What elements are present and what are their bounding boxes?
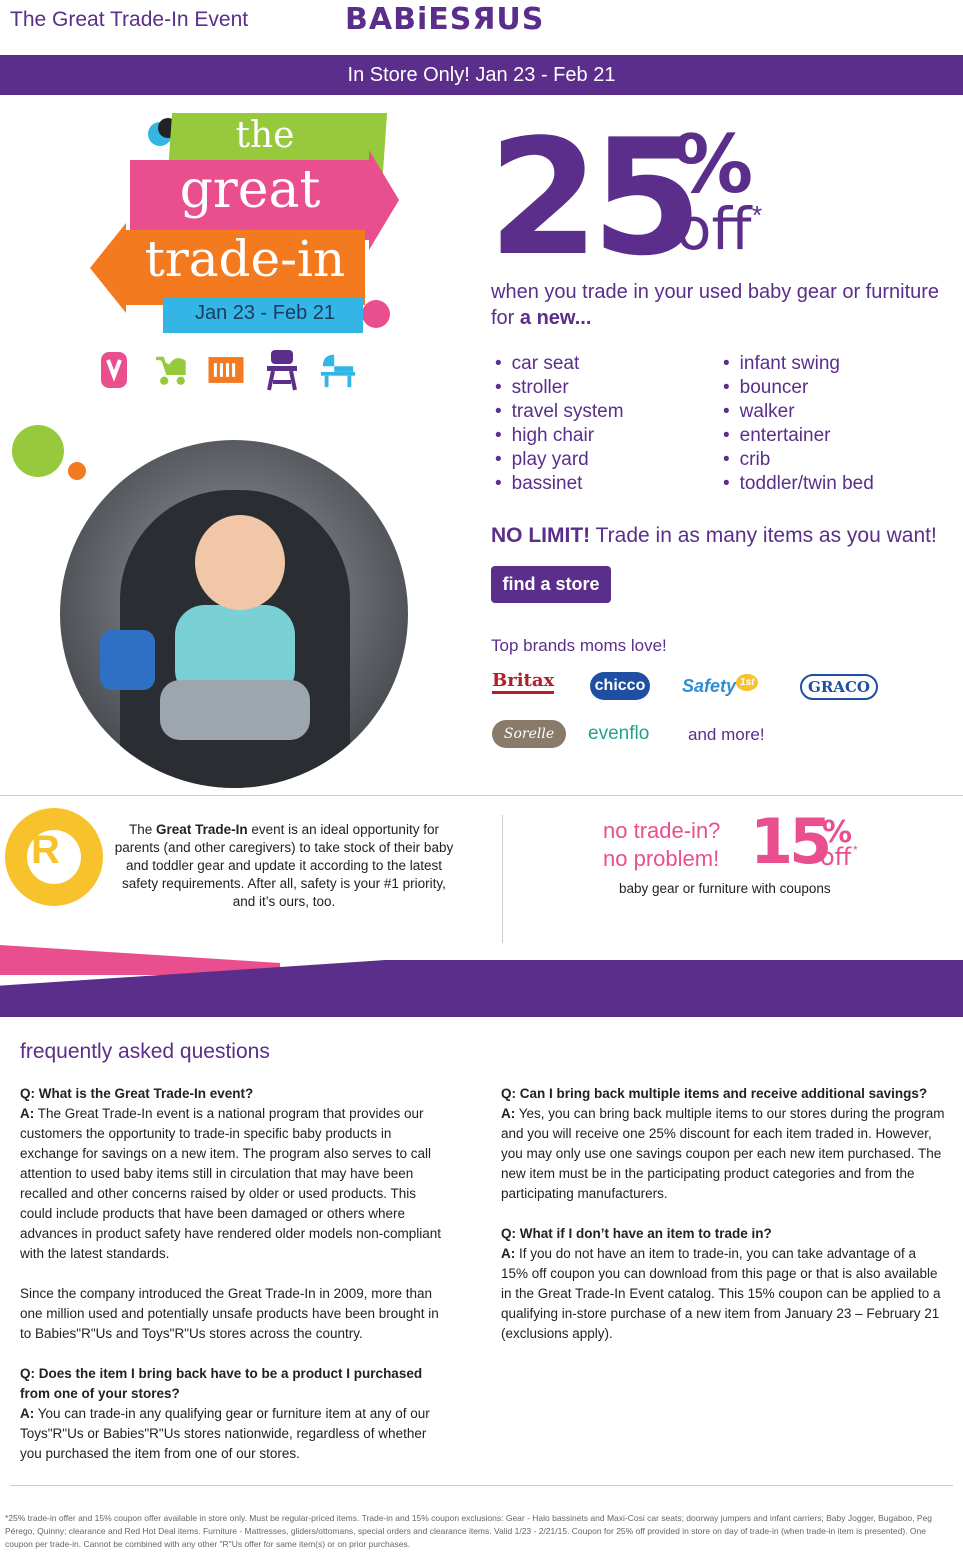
faq-question: Q: Can I bring back multiple items and receive additional savings? <box>501 1086 928 1101</box>
no-trade-line1: no trade-in? <box>603 818 721 843</box>
car-seat-icon <box>95 348 133 392</box>
safety-1st-logo <box>682 676 758 697</box>
babies-r-us-logo[interactable]: BABiESЯUS <box>345 2 545 37</box>
photo-baby-head <box>195 515 285 610</box>
offer-number: 25 <box>488 104 695 291</box>
list-item: • stroller <box>495 376 624 400</box>
answer-label: A: <box>20 1106 35 1121</box>
orange-dot-decoration <box>68 462 86 480</box>
eligible-items-left <box>495 352 624 496</box>
faq-item <box>501 1224 946 1344</box>
faq-question: Q: What if I don’t have an item to trade in? <box>501 1226 772 1241</box>
header <box>0 0 963 55</box>
hero-word-great: great <box>179 160 321 220</box>
chicco-logo: chicco <box>590 672 650 700</box>
no-trade-line2: no problem! <box>603 846 720 871</box>
vertical-divider <box>502 815 503 943</box>
faq-title: frequently asked questions <box>20 1040 270 1063</box>
faq-column-right <box>501 1084 946 1364</box>
coupon-percent-sign: % <box>822 815 853 850</box>
baby-in-car-seat-photo <box>60 440 408 788</box>
faq-answer-text: Yes, you can bring back multiple items to our stores during the program and you will receive one 25% discount for each item traded in. However, you may only use one savings coupon per each new item purchased. The new item must be in the participating product categories and from the participating manufacturers. <box>501 1106 945 1201</box>
list-item: • toddler/twin bed <box>723 472 874 496</box>
graco-logo: GRACO <box>800 674 878 700</box>
photo-sippy-cup <box>100 630 155 690</box>
green-dot-decoration <box>12 425 64 477</box>
offer-percent-sign: % <box>673 118 754 211</box>
list-item: • crib <box>723 448 874 472</box>
faq-question: Q: What is the Great Trade-In event? <box>20 1086 254 1101</box>
faq-answer <box>501 1104 946 1204</box>
no-limit-text <box>491 524 937 548</box>
section-divider <box>0 795 963 796</box>
faq-extra-paragraph: Since the company introduced the Great Trade-In in 2009, more than one million used and potentially unsafe products have been brought in to Babies"R"Us and Toys"R"Us stores across the country. <box>20 1286 439 1341</box>
event-title: The Great Trade-In Event <box>10 8 249 31</box>
list-item: • bouncer <box>723 376 874 400</box>
safety-prefix: The <box>129 822 157 837</box>
fine-print: *25% trade-in offer and 15% coupon offer available in store only. Must be regular-priced items. Trade-in and 15% coupon exclusions: Gear - Halo bassinets and Maxi-Cosi car seats; doorway jumpers and infant carriers; Baby Jogger, Bugaboo, Peg Pérego, Quinny; clearance and Red Hot Deal items. Furniture - Mattresses, gliders/ottomans, special orders and clearance items. Valid 1/23 - 2/21/15. Coupon for 25% off provided in store on day of trade-in (when trade-in item is presented). One coupon per trade-in. Cannot be combined with any other "R"Us offer for same item(s) or on prior purchases. <box>5 1513 933 1549</box>
gear-icons-row <box>95 348 357 392</box>
faq-answer <box>20 1104 450 1264</box>
answer-label: A: <box>501 1246 516 1261</box>
coupon-subtitle: baby gear or furniture with coupons <box>619 881 831 896</box>
faq-answer <box>20 1404 450 1464</box>
list-item: • entertainer <box>723 424 874 448</box>
coupon-asterisk: * <box>853 843 858 857</box>
safety-1st-name: Safety <box>682 676 737 696</box>
safety-1st-sup: 1st <box>736 674 758 691</box>
safety-bold: Great Trade-In <box>156 822 248 837</box>
coupon-number: 15 <box>750 805 829 878</box>
crib-icon <box>207 348 245 392</box>
in-store-banner: In Store Only! Jan 23 - Feb 21 <box>0 55 963 95</box>
answer-label: A: <box>20 1406 35 1421</box>
hero-word-the: the <box>235 115 295 156</box>
list-item: • walker <box>723 400 874 424</box>
coupon-off: off <box>820 843 852 871</box>
safety-rest: event is an ideal opportunity for parents (and other caregivers) to take stock of their baby and toddler gear and update it according to the latest safety requirements. After all, safety is your #1 priority, and it’s ours, too. <box>114 822 454 909</box>
britax-logo: Britax <box>492 670 554 694</box>
no-limit-bold: NO LIMIT! <box>491 524 591 547</box>
faq-answer-text: You can trade-in any qualifying gear or furniture item at any of our Toys"R"Us or Babies"R"Us stores nationwide, regardless of whether you purchased the item from one of our stores. <box>20 1406 430 1461</box>
evenflo-logo: evenflo <box>588 723 650 744</box>
faq-answer <box>501 1244 946 1344</box>
list-item: • bassinet <box>495 472 624 496</box>
offer-asterisk: * <box>752 200 763 230</box>
and-more-text: and more! <box>688 725 765 744</box>
photo-baby-legs <box>160 680 310 740</box>
trust-us-for-safety-seal <box>5 808 103 906</box>
sorelle-logo: Sorelle <box>492 720 566 748</box>
high-chair-icon <box>263 348 301 392</box>
find-a-store-button[interactable]: find a store <box>491 566 611 603</box>
offer-off: off <box>676 195 752 263</box>
offer-subtitle <box>491 279 951 331</box>
answer-label: A: <box>501 1106 516 1121</box>
no-trade-in-heading <box>603 817 720 873</box>
faq-column-left <box>20 1084 450 1484</box>
faq-item <box>20 1364 450 1464</box>
eligible-items-right <box>723 352 874 496</box>
faq-answer-text: If you do not have an item to trade-in, you can take advantage of a 15% off coupon you can download from this page or that is also available in the Great Trade-In Event catalog. This 15% coupon can be applied to a qualifying in-store purchase of a new item from January 23 – February 21 (exclusions apply). <box>501 1246 941 1341</box>
great-trade-in-graphic <box>85 105 405 345</box>
stroller-icon <box>151 348 189 392</box>
seal-r-icon: R <box>31 828 60 872</box>
brands-title: Top brands moms love! <box>491 636 667 655</box>
no-limit-rest: Trade in as many items as you want! <box>590 524 937 547</box>
hero-dates: Jan 23 - Feb 21 <box>194 302 336 324</box>
bassinet-icon <box>319 348 357 392</box>
offer-subtitle-bold: a new... <box>519 307 592 329</box>
footer-divider <box>10 1485 953 1486</box>
faq-item <box>20 1084 450 1264</box>
hero-word-trade-in: trade-in <box>144 230 346 288</box>
list-item: • infant swing <box>723 352 874 376</box>
faq-answer-text: The Great Trade-In event is a national program that provides our customers the opportunity to trade-in specific baby products in exchange for savings on a new item. The program also serves to call attention to used baby items still in circulation that may have been recalled and other concerns raised by older or used products. This could include products that have been damaged or others where advances in product safety have rendered older models non-compliant with the latest standards. <box>20 1106 441 1261</box>
list-item: • play yard <box>495 448 624 472</box>
list-item: • travel system <box>495 400 624 424</box>
list-item: • high chair <box>495 424 624 448</box>
offer-subtitle-prefix: when you trade in your used baby gear or furniture for <box>491 281 940 329</box>
faq-question: Q: Does the item I bring back have to be a product I purchased from one of your stores? <box>20 1366 423 1401</box>
list-item: • car seat <box>495 352 624 376</box>
faq-item <box>501 1084 946 1204</box>
safety-message <box>114 821 454 911</box>
